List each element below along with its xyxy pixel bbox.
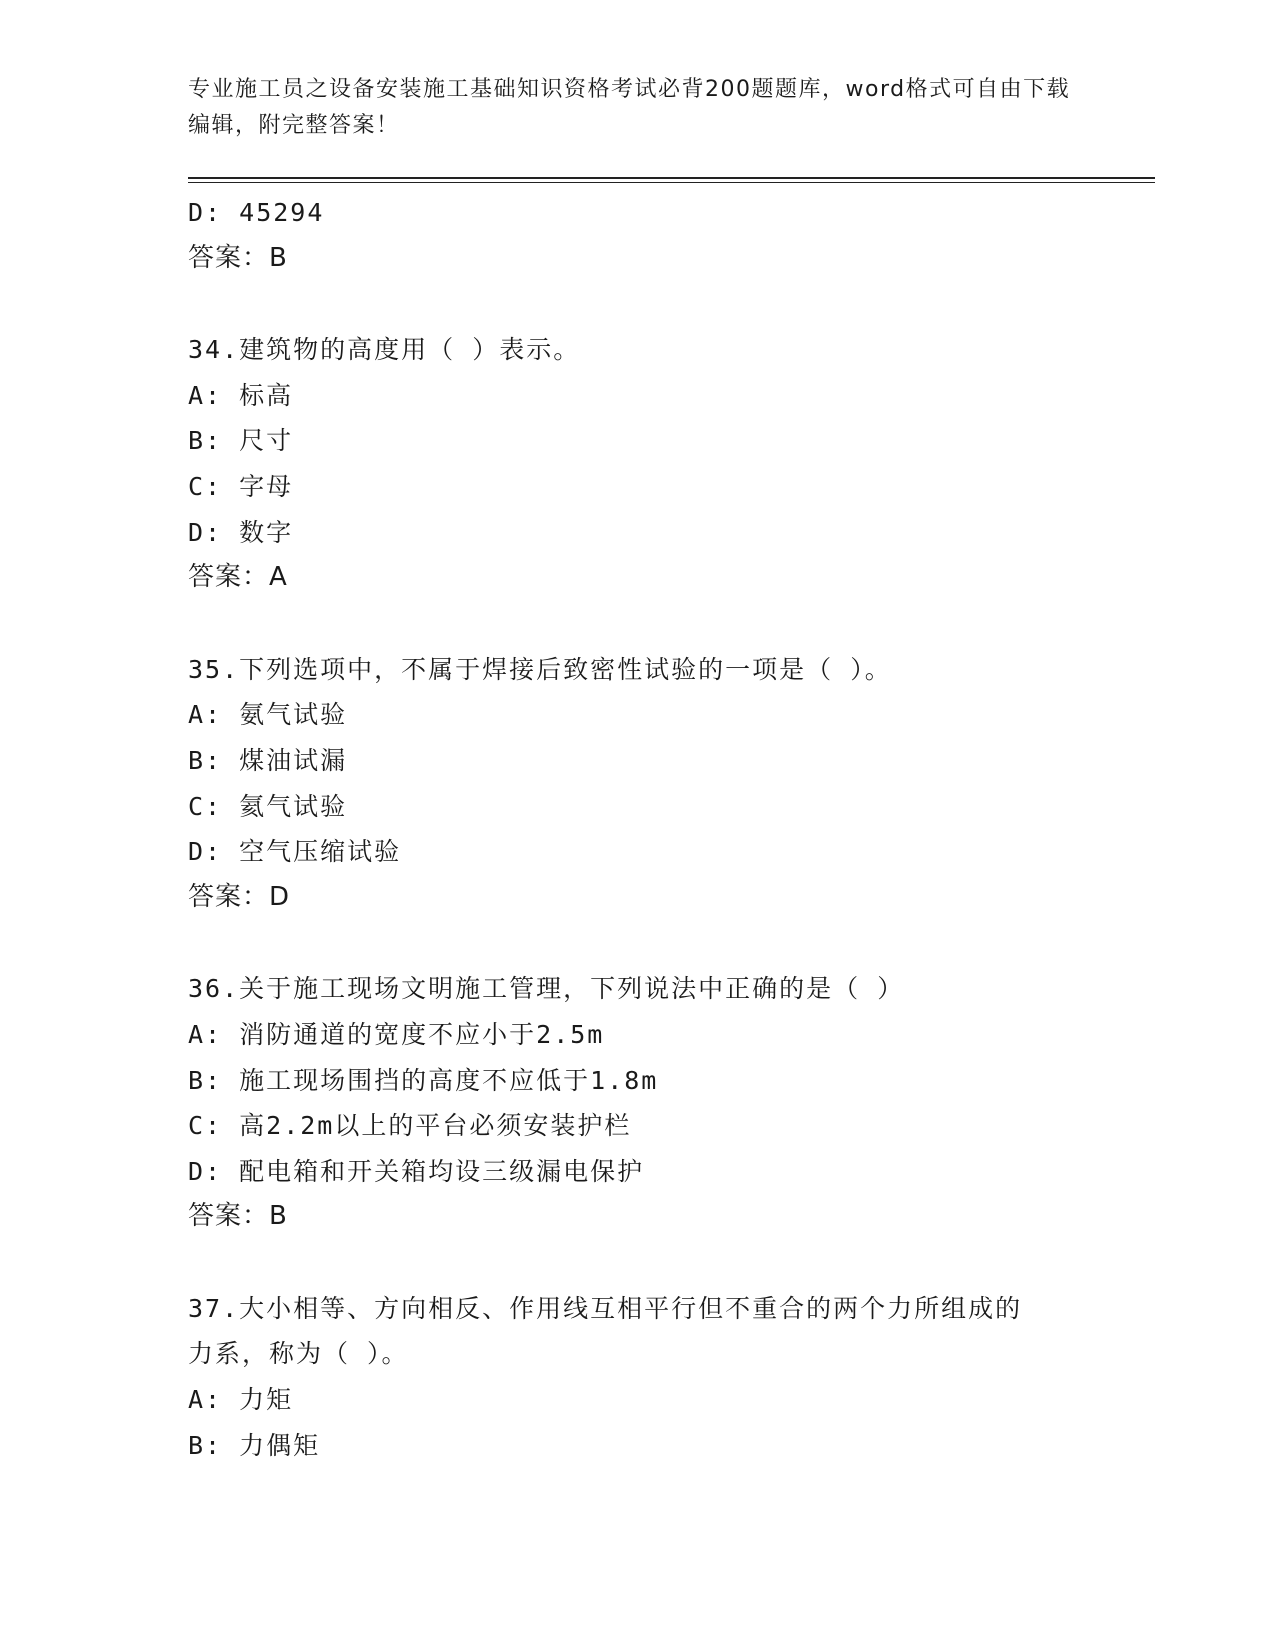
spacer [188,601,1155,647]
spacer [188,281,1155,327]
carryover-option-d: D: 45294 [188,198,325,227]
question-36-answer: 答案：B [188,1201,288,1232]
question-36-option-d: D: 配电箱和开关箱均设三级漏电保护 [188,1156,645,1186]
question-34-title: 34.建筑物的高度用（ ）表示。 [188,335,581,365]
question-37-title-line-2: 力系，称为（ ）。 [188,1339,409,1369]
question-34-option-d: D: 数字 [188,517,294,547]
question-35-option-a: A: 氨气试验 [188,700,348,730]
header-rule-thin [188,182,1155,183]
question-36-option-a: A: 消防通道的宽度不应小于2.5m [188,1019,605,1049]
question-37-option-a: A: 力矩 [188,1385,294,1415]
question-37-option-b: B: 力偶矩 [188,1430,321,1460]
question-35-option-c: C: 氦气试验 [188,791,348,821]
question-36-option-b: B: 施工现场围挡的高度不应低于1.8m [188,1065,659,1095]
spacer [188,1240,1155,1286]
question-34-option-b: B: 尺寸 [188,426,294,456]
question-35-option-d: D: 空气压缩试验 [188,837,402,867]
carryover-answer: 答案：B [188,242,288,273]
question-36-title: 36.关于施工现场文明施工管理，下列说法中正确的是（ ） [188,974,905,1004]
question-35-option-b: B: 煤油试漏 [188,745,348,775]
question-34-option-c: C: 字母 [188,471,294,501]
question-36-option-c: C: 高2.2m以上的平台必须安装护栏 [188,1111,632,1141]
document-header: 专业施工员之设备安装施工基础知识资格考试必背200题题库，word格式可自由下载编辑，附完整答案！ [188,77,1071,138]
spacer [188,920,1155,966]
question-34-answer: 答案：A [188,562,288,593]
question-35-answer: 答案：D [188,881,291,912]
question-content [188,190,1155,1468]
question-37-title-line-1: 37.大小相等、方向相反、作用线互相平行但不重合的两个力所组成的 [188,1293,1023,1323]
question-34-option-a: A: 标高 [188,380,294,410]
header-rule-thick [188,177,1155,179]
question-35-title: 35.下列选项中，不属于焊接后致密性试验的一项是（ ）。 [188,654,892,684]
